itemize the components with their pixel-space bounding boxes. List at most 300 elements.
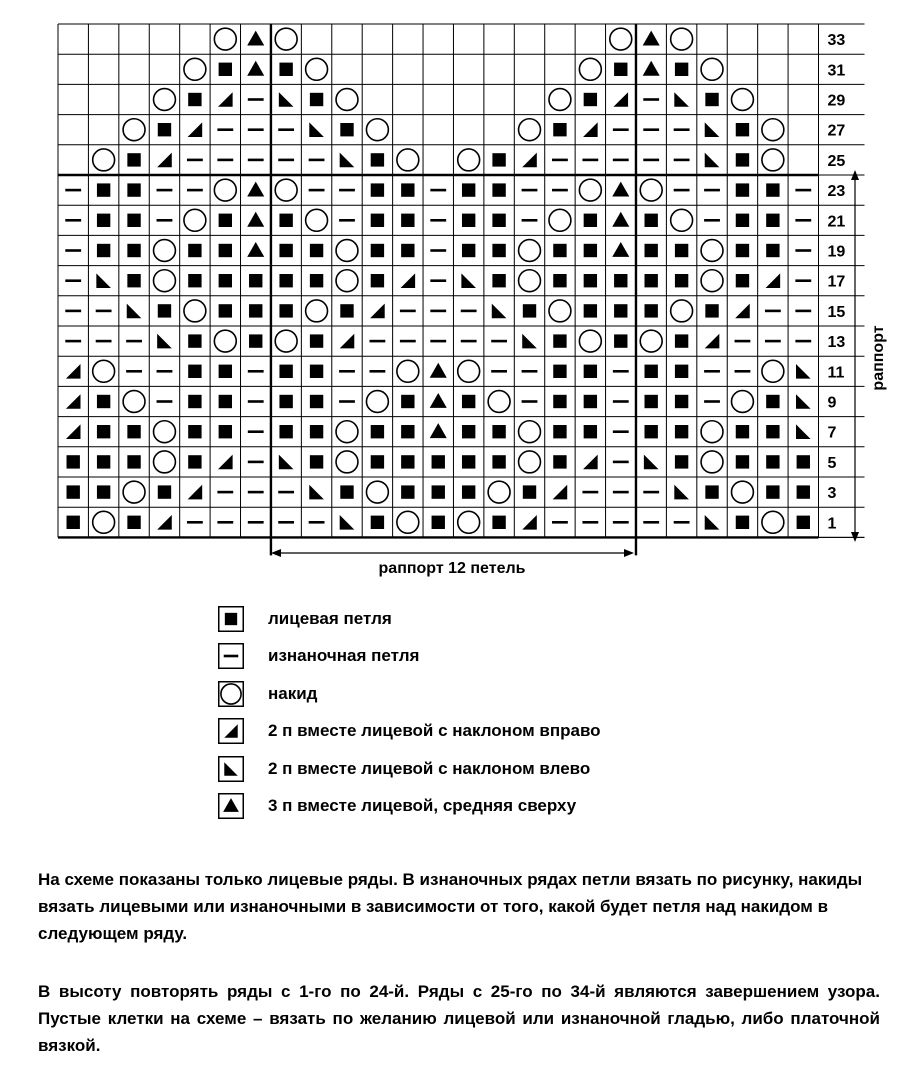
- k2tog-left-icon: [522, 334, 537, 349]
- knit-stitch-icon: [736, 516, 749, 529]
- knit-stitch-icon: [188, 244, 201, 257]
- yarn-over-icon: [731, 391, 753, 413]
- purl-stitch-icon: [248, 430, 264, 433]
- yarn-over-icon: [640, 179, 662, 201]
- knit-stitch-icon: [614, 304, 627, 317]
- yarn-over-icon: [549, 89, 571, 111]
- knit-stitch-icon: [127, 214, 140, 227]
- k2tog-left-icon: [705, 153, 720, 168]
- knit-stitch-icon: [432, 455, 445, 468]
- knit-stitch-icon: [279, 244, 292, 257]
- k2tog-left-icon: [705, 122, 720, 137]
- k2tog-right-icon: [553, 485, 568, 500]
- purl-stitch-icon: [430, 219, 446, 222]
- k2tog-right-icon: [218, 455, 233, 470]
- knit-stitch-icon: [249, 274, 262, 287]
- knit-stitch-icon: [644, 365, 657, 378]
- knit-stitch-icon: [249, 304, 262, 317]
- purl-stitch-icon: [613, 159, 629, 162]
- k2tog-right-icon: [218, 718, 244, 744]
- purl-stitch-icon: [674, 189, 690, 192]
- yarn-over-icon: [397, 511, 419, 533]
- row-number-label: 29: [827, 92, 846, 110]
- knit-stitch-icon: [371, 153, 384, 166]
- k3tog-center-icon: [218, 793, 244, 819]
- k2tog-left-icon: [796, 364, 811, 379]
- k3tog-center-icon: [612, 242, 629, 257]
- knit-stitch-icon: [371, 455, 384, 468]
- purl-stitch-icon: [795, 219, 811, 222]
- k2tog-left-icon: [309, 122, 324, 137]
- purl-stitch-icon: [552, 521, 568, 524]
- k3tog-center-icon: [612, 182, 629, 197]
- purl-stitch-icon: [643, 98, 659, 101]
- purl-stitch-icon: [735, 370, 751, 373]
- purl-stitch-icon: [248, 461, 264, 464]
- purl-stitch-icon: [613, 491, 629, 494]
- k3tog-center-icon: [430, 423, 447, 438]
- yarn-over-icon: [549, 300, 571, 322]
- purl-stitch-icon: [461, 310, 477, 313]
- yarn-over-icon: [701, 240, 723, 262]
- knit-stitch-icon: [614, 63, 627, 76]
- knit-stitch-icon: [736, 244, 749, 257]
- k3tog-center-icon: [643, 31, 660, 46]
- purl-stitch-icon: [643, 159, 659, 162]
- yarn-over-icon: [123, 481, 145, 503]
- row-number-label: 5: [827, 454, 837, 472]
- knit-stitch-icon: [523, 485, 536, 498]
- knit-stitch-icon: [462, 214, 475, 227]
- rapport-width-arrow-right: [624, 549, 634, 557]
- purl-stitch-icon: [795, 189, 811, 192]
- purl-stitch-icon: [370, 340, 386, 343]
- chart-symbols: [65, 28, 811, 533]
- knit-stitch-icon: [279, 395, 292, 408]
- k2tog-left-icon: [796, 424, 811, 439]
- knit-stitch-icon: [675, 365, 688, 378]
- legend: [218, 606, 601, 830]
- knit-stitch-icon: [219, 274, 232, 287]
- knit-stitch-icon: [279, 425, 292, 438]
- purl-stitch-icon: [157, 189, 173, 192]
- knit-stitch-icon: [127, 244, 140, 257]
- yarn-over-icon: [306, 58, 328, 80]
- yarn-over-icon: [519, 421, 541, 443]
- row-number-label: 25: [827, 152, 846, 170]
- knit-stitch-icon: [492, 516, 505, 529]
- yarn-over-icon: [731, 481, 753, 503]
- yarn-over-icon: [154, 89, 176, 111]
- yarn-over-icon: [731, 89, 753, 111]
- purl-stitch-icon: [278, 128, 294, 131]
- knit-stitch-icon: [371, 244, 384, 257]
- yarn-over-icon: [154, 270, 176, 292]
- row-number-label: 21: [827, 213, 846, 231]
- yarn-over-icon: [671, 300, 693, 322]
- row-number-label: 23: [827, 183, 846, 201]
- k2tog-right-icon: [583, 122, 598, 137]
- purl-stitch-icon: [96, 340, 112, 343]
- knit-stitch-icon: [675, 425, 688, 438]
- knit-stitch-icon: [310, 425, 323, 438]
- purl-stitch-icon: [339, 370, 355, 373]
- purl-stitch-icon: [65, 219, 81, 222]
- knit-stitch-icon: [371, 425, 384, 438]
- yarn-over-icon: [366, 119, 388, 141]
- knit-stitch-icon: [310, 274, 323, 287]
- knit-stitch-icon: [797, 516, 810, 529]
- yarn-over-icon: [762, 149, 784, 171]
- row-number-label: 19: [827, 243, 846, 261]
- yarn-over-icon: [184, 58, 206, 80]
- knit-stitch-icon: [310, 334, 323, 347]
- legend-label: 2 п вместе лицевой с наклоном вправо: [268, 721, 601, 741]
- purl-stitch-icon: [248, 521, 264, 524]
- purl-stitch-icon: [126, 370, 142, 373]
- purl-stitch-icon: [765, 340, 781, 343]
- yarn-over-icon: [366, 481, 388, 503]
- purl-stitch-icon: [552, 159, 568, 162]
- purl-stitch-icon: [704, 400, 720, 403]
- purl-stitch-icon: [613, 461, 629, 464]
- purl-stitch-icon: [278, 521, 294, 524]
- row-number-label: 31: [827, 62, 846, 80]
- knit-stitch-icon: [188, 334, 201, 347]
- row-labels: [828, 32, 846, 532]
- row-number-label: 27: [827, 122, 846, 140]
- yarn-over-icon: [123, 391, 145, 413]
- k2tog-right-icon: [705, 334, 720, 349]
- knit-stitch-icon: [614, 334, 627, 347]
- knit-stitch-icon: [675, 274, 688, 287]
- yarn-over-icon: [154, 451, 176, 473]
- purl-stitch-icon: [217, 159, 233, 162]
- row-number-label: 11: [827, 364, 845, 382]
- knit-stitch-icon: [766, 244, 779, 257]
- yarn-over-icon: [671, 209, 693, 231]
- k2tog-right-icon: [66, 364, 81, 379]
- knit-stitch-icon: [584, 244, 597, 257]
- yarn-over-icon: [336, 270, 358, 292]
- yarn-over-icon: [184, 209, 206, 231]
- knit-stitch-icon: [766, 425, 779, 438]
- yarn-over-icon: [488, 481, 510, 503]
- knit-stitch-icon: [705, 304, 718, 317]
- yarn-over-icon: [762, 511, 784, 533]
- purl-stitch-icon: [157, 370, 173, 373]
- purl-stitch-icon: [218, 643, 244, 669]
- k2tog-right-icon: [188, 485, 203, 500]
- knit-stitch-icon: [705, 93, 718, 106]
- knit-stitch-icon: [462, 485, 475, 498]
- k3tog-center-icon: [247, 31, 264, 46]
- purl-stitch-icon: [613, 430, 629, 433]
- knit-stitch-icon: [797, 455, 810, 468]
- knit-stitch-icon: [553, 274, 566, 287]
- knit-stitch-icon: [584, 425, 597, 438]
- purl-stitch-icon: [795, 249, 811, 252]
- k2tog-left-icon: [218, 756, 244, 782]
- purl-stitch-icon: [65, 279, 81, 282]
- k2tog-right-icon: [583, 455, 598, 470]
- knit-stitch-icon: [736, 274, 749, 287]
- yarn-over-icon: [123, 119, 145, 141]
- knit-stitch-icon: [371, 274, 384, 287]
- row-number-label: 15: [827, 303, 846, 321]
- yarn-over-icon: [610, 28, 632, 50]
- knit-stitch-icon: [279, 304, 292, 317]
- knit-stitch-icon: [766, 485, 779, 498]
- knit-stitch-icon: [340, 123, 353, 136]
- purl-stitch-icon: [704, 189, 720, 192]
- knit-stitch-icon: [492, 274, 505, 287]
- row-number-label: 13: [827, 334, 846, 352]
- purl-stitch-icon: [278, 491, 294, 494]
- purl-stitch-icon: [248, 128, 264, 131]
- k2tog-right-icon: [522, 153, 537, 168]
- rapport-width-label: раппорт 12 петель: [378, 560, 526, 577]
- knit-stitch-icon: [736, 123, 749, 136]
- knit-stitch-icon: [766, 395, 779, 408]
- knit-stitch-icon: [401, 485, 414, 498]
- yarn-over-icon: [397, 360, 419, 382]
- k2tog-right-icon: [188, 122, 203, 137]
- yarn-over-icon: [519, 270, 541, 292]
- rapport-markers: [271, 170, 887, 577]
- purl-stitch-icon: [157, 219, 173, 222]
- instructions-paragraph: На схеме показаны только лицевые ряды. В изнаночных рядах петли вязать по рисунку, накиды вязать лицевыми или изнаночными в зависимости от того, какой будет петля над накидом в следующем ряду.: [38, 870, 863, 943]
- k2tog-left-icon: [674, 92, 689, 107]
- yarn-over-icon: [154, 421, 176, 443]
- knit-stitch-icon: [644, 395, 657, 408]
- knit-stitch-icon: [584, 274, 597, 287]
- knit-stitch-icon: [127, 183, 140, 196]
- knit-stitch-icon: [188, 274, 201, 287]
- yarn-over-icon: [184, 300, 206, 322]
- yarn-over-icon: [214, 330, 236, 352]
- purl-stitch-icon: [217, 128, 233, 131]
- k2tog-right-icon: [66, 424, 81, 439]
- purl-stitch-icon: [339, 189, 355, 192]
- purl-stitch-icon: [248, 400, 264, 403]
- knit-stitch-icon: [736, 153, 749, 166]
- purl-stitch-icon: [248, 159, 264, 162]
- knit-stitch-icon: [371, 516, 384, 529]
- purl-stitch-icon: [613, 400, 629, 403]
- knit-stitch-icon: [492, 214, 505, 227]
- purl-stitch-icon: [96, 310, 112, 313]
- purl-stitch-icon: [370, 370, 386, 373]
- knit-stitch-icon: [310, 365, 323, 378]
- yarn-over-icon: [519, 240, 541, 262]
- purl-stitch-icon: [339, 219, 355, 222]
- knit-stitch-icon: [492, 425, 505, 438]
- knit-stitch-icon: [492, 183, 505, 196]
- knit-stitch-icon: [67, 485, 80, 498]
- k3tog-center-icon: [247, 212, 264, 227]
- knit-stitch-icon: [158, 123, 171, 136]
- knit-stitch-icon: [644, 244, 657, 257]
- knit-stitch-icon: [218, 606, 244, 632]
- yarn-over-icon: [488, 391, 510, 413]
- yarn-over-icon: [701, 451, 723, 473]
- knit-stitch-icon: [97, 244, 110, 257]
- knit-stitch-icon: [553, 455, 566, 468]
- yarn-over-icon: [336, 89, 358, 111]
- purl-stitch-icon: [795, 340, 811, 343]
- purl-stitch-icon: [309, 189, 325, 192]
- purl-stitch-icon: [217, 521, 233, 524]
- knit-stitch-icon: [371, 183, 384, 196]
- knit-stitch-icon: [279, 274, 292, 287]
- purl-stitch-icon: [522, 219, 538, 222]
- purl-stitch-icon: [65, 340, 81, 343]
- knit-stitch-icon: [523, 304, 536, 317]
- knit-stitch-icon: [340, 485, 353, 498]
- purl-stitch-icon: [217, 491, 233, 494]
- knit-stitch-icon: [584, 395, 597, 408]
- knit-stitch-icon: [644, 304, 657, 317]
- yarn-over-icon: [458, 149, 480, 171]
- row-number-label: 33: [827, 32, 846, 50]
- knit-stitch-icon: [797, 485, 810, 498]
- knit-stitch-icon: [97, 183, 110, 196]
- yarn-over-icon: [762, 360, 784, 382]
- purl-stitch-icon: [613, 370, 629, 373]
- knit-stitch-icon: [462, 244, 475, 257]
- knit-stitch-icon: [219, 63, 232, 76]
- purl-stitch-icon: [582, 159, 598, 162]
- yarn-over-icon: [93, 360, 115, 382]
- k3tog-center-icon: [430, 363, 447, 378]
- knit-stitch-icon: [553, 365, 566, 378]
- legend-label: 3 п вместе лицевой, средняя сверху: [268, 795, 577, 815]
- knit-stitch-icon: [675, 334, 688, 347]
- knit-stitch-icon: [97, 425, 110, 438]
- purl-stitch-icon: [522, 189, 538, 192]
- knit-stitch-icon: [67, 516, 80, 529]
- knit-stitch-icon: [401, 244, 414, 257]
- purl-stitch-icon: [339, 400, 355, 403]
- row-number-label: 9: [827, 394, 837, 412]
- knit-stitch-icon: [644, 425, 657, 438]
- k2tog-left-icon: [218, 756, 244, 782]
- knit-stitch-icon: [492, 244, 505, 257]
- purl-stitch-icon: [522, 370, 538, 373]
- purl-stitch-icon: [65, 310, 81, 313]
- knit-stitch-icon: [219, 244, 232, 257]
- knit-stitch-icon: [188, 455, 201, 468]
- k2tog-left-icon: [461, 273, 476, 288]
- knit-stitch-icon: [97, 485, 110, 498]
- legend-item-yarn-over: [218, 681, 601, 707]
- knit-stitch-icon: [279, 365, 292, 378]
- k3tog-center-icon: [643, 61, 660, 76]
- purl-stitch-icon: [491, 370, 507, 373]
- purl-stitch-icon: [613, 521, 629, 524]
- knit-stitch-icon: [766, 183, 779, 196]
- purl-stitch-icon: [65, 189, 81, 192]
- purl-stitch-icon: [430, 310, 446, 313]
- yarn-over-icon: [701, 58, 723, 80]
- legend-label: 2 п вместе лицевой с наклоном влево: [268, 758, 591, 778]
- k3tog-center-icon: [218, 793, 244, 819]
- legend-item-k2tog-left: [218, 756, 601, 782]
- yarn-over-icon: [218, 681, 244, 707]
- purl-stitch-icon: [643, 521, 659, 524]
- knit-stitch-icon: [462, 395, 475, 408]
- purl-stitch-icon: [765, 310, 781, 313]
- knit-stitch-icon: [675, 455, 688, 468]
- knit-stitch-icon: [310, 395, 323, 408]
- yarn-over-icon: [458, 511, 480, 533]
- legend-label: изнаночная петля: [268, 646, 420, 666]
- purl-stitch-icon: [582, 491, 598, 494]
- knit-stitch-icon: [675, 63, 688, 76]
- legend-item-knit: [218, 606, 601, 632]
- k2tog-right-icon: [157, 515, 172, 530]
- purl-stitch-icon: [795, 279, 811, 282]
- purl-stitch-icon: [187, 159, 203, 162]
- yarn-over-icon: [366, 391, 388, 413]
- knit-stitch-icon: [158, 304, 171, 317]
- knit-stitch-icon: [127, 516, 140, 529]
- knit-stitch-icon: [553, 425, 566, 438]
- yarn-over-icon: [458, 360, 480, 382]
- purl-stitch-icon: [187, 521, 203, 524]
- knit-stitch-icon: [675, 395, 688, 408]
- k3tog-center-icon: [247, 242, 264, 257]
- knit-stitch-icon: [553, 123, 566, 136]
- knit-stitch-icon: [340, 304, 353, 317]
- knit-stitch-icon: [736, 455, 749, 468]
- knit-stitch-icon: [766, 214, 779, 227]
- yarn-over-icon: [579, 179, 601, 201]
- knit-stitch-icon: [127, 425, 140, 438]
- knit-stitch-icon: [584, 93, 597, 106]
- knit-stitch-icon: [705, 485, 718, 498]
- knit-stitch-icon: [401, 455, 414, 468]
- yarn-over-icon: [701, 270, 723, 292]
- yarn-over-icon: [275, 179, 297, 201]
- k2tog-right-icon: [522, 515, 537, 530]
- knit-stitch-icon: [492, 153, 505, 166]
- k2tog-left-icon: [309, 485, 324, 500]
- purl-stitch-icon: [552, 189, 568, 192]
- knit-stitch-icon: [219, 425, 232, 438]
- purl-stitch-icon: [309, 521, 325, 524]
- purl-stitch-icon: [613, 128, 629, 131]
- k2tog-left-icon: [644, 455, 659, 470]
- purl-stitch-icon: [735, 340, 751, 343]
- purl-stitch-icon: [582, 521, 598, 524]
- k2tog-left-icon: [279, 92, 294, 107]
- knit-stitch-icon: [736, 183, 749, 196]
- purl-stitch-icon: [218, 643, 244, 669]
- k3tog-center-icon: [612, 212, 629, 227]
- yarn-over-icon: [397, 149, 419, 171]
- knit-stitch-icon: [766, 455, 779, 468]
- repeat-instructions-paragraph: В высоту повторять ряды с 1-го по 24-й. Ряды с 25-го по 34-й являются завершением узора. Пустые клетки на схеме – вязать по желанию лицевой или изнаночной гладью, либо платочной вязкой.: [38, 982, 880, 1055]
- k2tog-left-icon: [157, 334, 172, 349]
- yarn-over-icon: [214, 28, 236, 50]
- knit-stitch-icon: [644, 274, 657, 287]
- k2tog-right-icon: [370, 304, 385, 319]
- purl-stitch-icon: [278, 159, 294, 162]
- k3tog-center-icon: [430, 393, 447, 408]
- knit-stitch-icon: [432, 516, 445, 529]
